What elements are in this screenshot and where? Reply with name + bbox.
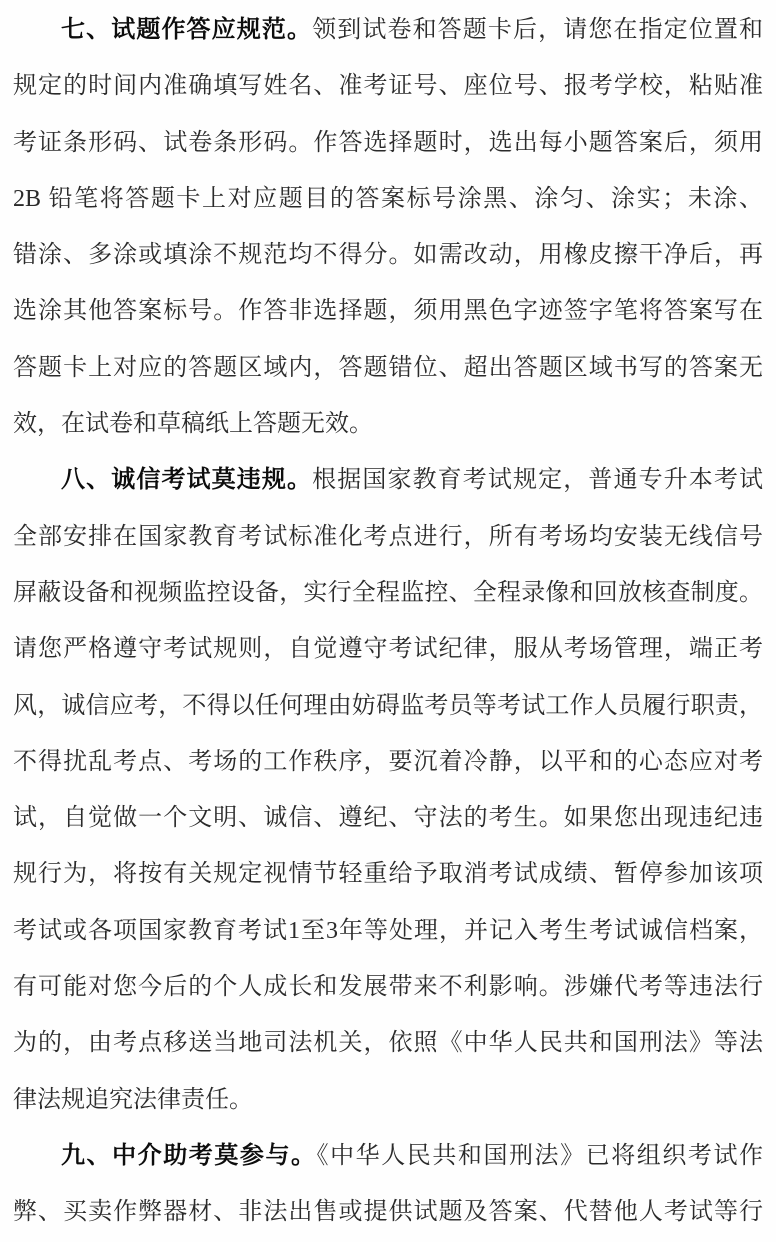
section-8-line-4: 请您严格遵守考试规则，自觉遵守考试纪律，服从考场管理，端正考 <box>13 636 763 663</box>
section-7-line-5: 错涂、多涂或填涂不规范均不得分。如需改动，用橡皮擦干净后，再 <box>13 242 763 269</box>
section-8-line-3: 屏蔽设备和视频监控设备，实行全程监控、全程录像和回放核查制度。 <box>13 579 763 606</box>
section-8-line-9: 考试或各项国家教育考试1至3年等处理，并记入考生考试诚信档案， <box>13 917 763 944</box>
section-8-line-2: 全部安排在国家教育考试标准化考点进行，所有考场均安装无线信号 <box>13 523 763 550</box>
section-8-line-8: 规行为，将按有关规定视情节轻重给予取消考试成绩、暂停参加该项 <box>13 861 763 888</box>
section-7-line-1: 七、试题作答应规范。领到试卷和答题卡后，请您在指定位置和 <box>61 17 763 43</box>
section-8-heading: 八、诚信考试莫违规。 <box>61 467 313 494</box>
section-7-line-4: 2B 铅笔将答题卡上对应题目的答案标号涂黑、涂匀、涂实；未涂、 <box>13 185 763 212</box>
section-7-line-3: 考证条形码、试卷条形码。作答选择题时，选出每小题答案后，须用 <box>13 129 763 156</box>
section-8-line-1: 八、诚信考试莫违规。根据国家教育考试规定，普通专升本考试 <box>61 467 763 494</box>
section-7-heading: 七、试题作答应规范。 <box>61 17 313 43</box>
section-9-line-1: 九、中介助考莫参与。《中华人民共和国刑法》已将组织考试作 <box>61 1142 763 1169</box>
section-7-line-6: 选涂其他答案标号。作答非选择题，须用黑色字迹签字笔将答案写在 <box>13 298 763 325</box>
section-8-line-11: 为的，由考点移送当地司法机关，依照《中华人民共和国刑法》等法 <box>13 1030 763 1057</box>
section-9-heading: 九、中介助考莫参与。 <box>61 1142 317 1169</box>
section-7-line-7: 答题卡上对应的答题区域内，答题错位、超出答题区域书写的答案无 <box>13 354 763 381</box>
section-8-line-5: 风，诚信应考，不得以任何理由妨碍监考员等考试工作人员履行职责， <box>13 692 763 719</box>
section-8-line-12: 律法规追究法律责任。 <box>13 1086 253 1113</box>
section-7-line-2: 规定的时间内准确填写姓名、准考证号、座位号、报考学校，粘贴准 <box>13 73 763 100</box>
section-9-line-2: 弊、买卖作弊器材、非法出售或提供试题及答案、代替他人考试等行 <box>13 1199 763 1226</box>
section-8-line-10: 有可能对您今后的个人成长和发展带来不利影响。涉嫌代考等违法行 <box>13 974 763 1001</box>
section-8-line-6: 不得扰乱考点、考场的工作秩序，要沉着冷静，以平和的心态应对考 <box>13 748 763 775</box>
section-7-line-8: 效，在试卷和草稿纸上答题无效。 <box>13 411 373 438</box>
section-8-line-7: 试，自觉做一个文明、诚信、遵纪、守法的考生。如果您出现违纪违 <box>13 805 763 832</box>
